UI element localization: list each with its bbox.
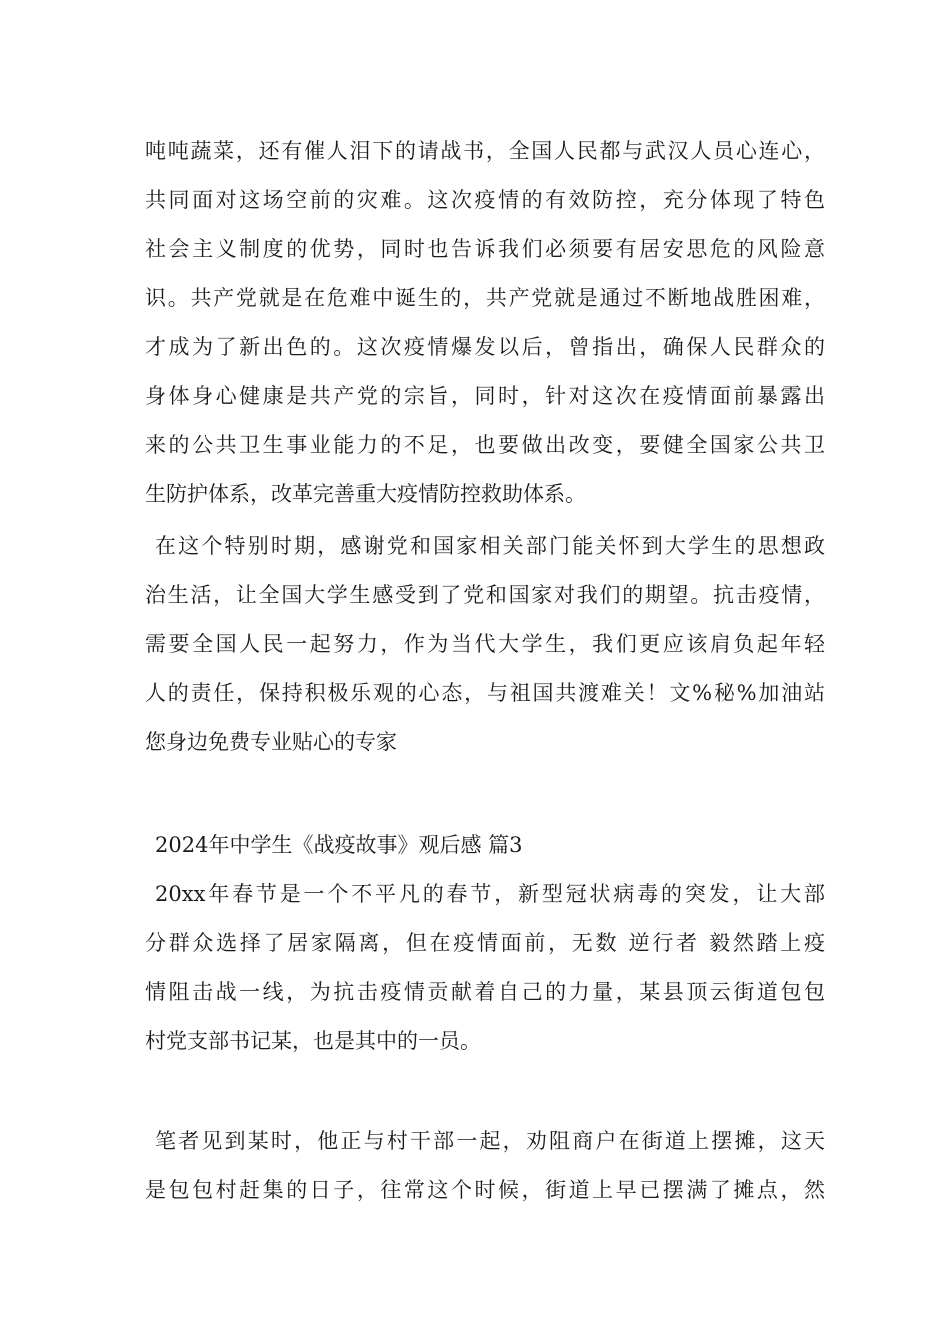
text-line: 笔者见到某时，他正与村干部一起，劝阻商户在街道上摆摊，这天: [155, 1129, 825, 1153]
paragraph-4: [145, 1117, 825, 1215]
text-line: 人的责任，保持积极乐观的心态，与祖国共渡难关！文%秘%加油站: [145, 681, 825, 705]
text-line: 分群众选择了居家隔离，但在疫情面前，无数 逆行者 毅然踏上疫: [145, 931, 825, 955]
paragraph-2: [145, 522, 825, 767]
text-line: 吨吨蔬菜，还有催人泪下的请战书，全国人民都与武汉人员心连心，: [145, 139, 825, 163]
text-line: 治生活，让全国大学生感受到了党和国家对我们的期望。抗击疫情，: [145, 583, 825, 607]
text-line: 共同面对这场空前的灾难。这次疫情的有效防控，充分体现了特色: [145, 188, 825, 212]
text-line: 情阻击战一线，为抗击疫情贡献着自己的力量，某县顶云街道包包: [145, 980, 825, 1004]
text-line: 村党支部书记某，也是其中的一员。: [145, 1029, 481, 1053]
section-heading: 2024年中学生《战疫故事》观后感 篇3: [155, 833, 523, 857]
text-line: 是包包村赶集的日子，往常这个时候，街道上早已摆满了摊点，然: [145, 1178, 825, 1202]
text-line: 社会主义制度的优势，同时也告诉我们必须要有居安思危的风险意: [145, 237, 825, 261]
text-line: 需要全国人民一起努力，作为当代大学生，我们更应该肩负起年轻: [145, 632, 825, 656]
text-line: 您身边免费专业贴心的专家: [145, 730, 397, 754]
text-line: 生防护体系，改革完善重大疫情防控救助体系。: [145, 482, 586, 506]
text-line: 来的公共卫生事业能力的不足，也要做出改变，要健全国家公共卫: [145, 433, 825, 457]
text-line: 才成为了新出色的。这次疫情爆发以后，曾指出，确保人民群众的: [145, 335, 825, 359]
text-line: 20xx年春节是一个不平凡的春节，新型冠状病毒的突发，让大部: [155, 882, 825, 906]
text-line: 身体身心健康是共产党的宗旨，同时，针对这次在疫情面前暴露出: [145, 384, 825, 408]
section-3: [145, 821, 825, 1066]
text-line: 在这个特别时期，感谢党和国家相关部门能关怀到大学生的思想政: [155, 534, 825, 558]
text-line: 识。共产党就是在危难中诞生的，共产党就是通过不断地战胜困难，: [145, 286, 825, 310]
paragraph-1: [145, 127, 825, 519]
